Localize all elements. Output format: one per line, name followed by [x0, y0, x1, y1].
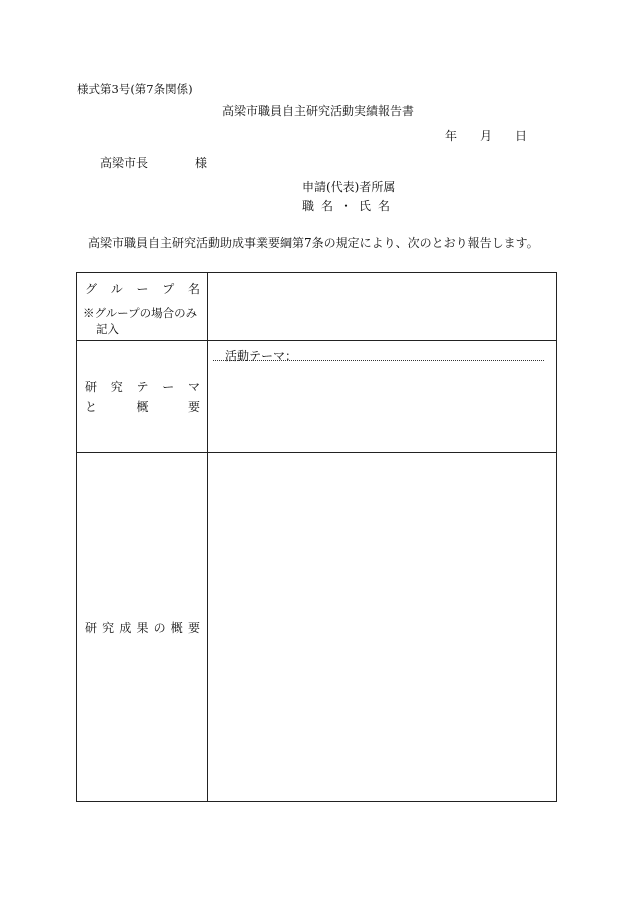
group-name-label	[85, 283, 200, 295]
research-summary-label-char: 概	[136, 400, 149, 414]
applicant-name-label: 職名・氏名	[302, 199, 398, 213]
report-statement: 高梁市職員自主研究活動助成事業要綱第7条の規定により、次のとおり報告します。	[88, 236, 539, 250]
activity-theme-label: 活動テーマ：	[225, 349, 298, 363]
addressee-name: 高梁市長	[100, 156, 149, 170]
research-summary-label-char: と	[85, 400, 98, 414]
research-results-label-char: 成	[119, 621, 132, 635]
document-title: 高梁市職員自主研究活動実績報告書	[221, 104, 414, 118]
research-results-label	[85, 622, 200, 634]
report-table	[76, 272, 557, 802]
research-results-label-char: 要	[187, 621, 200, 635]
activity-theme-input-line[interactable]	[213, 345, 544, 361]
research-results-label-char: 果	[136, 621, 149, 635]
research-theme-row	[77, 340, 556, 452]
research-theme-label-char: 研	[85, 380, 98, 394]
group-name-label-char: プ	[162, 282, 175, 296]
research-results-label-char: の	[153, 621, 166, 635]
date-month-label: 月	[480, 129, 493, 143]
applicant-department-label: 申請(代表)者所属	[302, 180, 396, 194]
group-name-label-char: ル	[110, 282, 123, 296]
research-summary-label-char: 要	[187, 400, 200, 414]
group-note-continued: 記入	[96, 322, 119, 336]
addressee-honorific: 様	[195, 156, 208, 170]
research-results-label-char: 究	[102, 621, 115, 635]
date-year-label: 年	[445, 129, 458, 143]
research-theme-label-char: マ	[187, 380, 200, 394]
research-results-label-char: 研	[85, 621, 98, 635]
research-results-row	[77, 452, 556, 802]
research-theme-label-char: ー	[162, 380, 175, 394]
group-name-label-char: 名	[187, 282, 200, 296]
research-theme-label-char: 究	[110, 380, 123, 394]
research-results-label-char: 概	[170, 621, 183, 635]
research-theme-field[interactable]	[208, 341, 556, 452]
research-results-label-cell	[77, 453, 208, 802]
group-name-label-cell	[77, 273, 208, 340]
group-name-field[interactable]	[208, 273, 556, 340]
form-number: 様式第3号(第7条関係)	[77, 82, 193, 96]
research-theme-label-cell	[77, 341, 208, 452]
date-day-label: 日	[515, 129, 528, 143]
research-summary-label	[85, 401, 200, 413]
research-theme-label	[85, 381, 200, 393]
group-name-label-char: グ	[85, 282, 98, 296]
research-theme-label-char: テ	[136, 380, 149, 394]
research-results-field[interactable]	[208, 453, 556, 802]
group-name-row	[77, 273, 556, 340]
group-note: ※グループの場合のみ	[83, 306, 198, 320]
group-name-label-char: ー	[136, 282, 149, 296]
